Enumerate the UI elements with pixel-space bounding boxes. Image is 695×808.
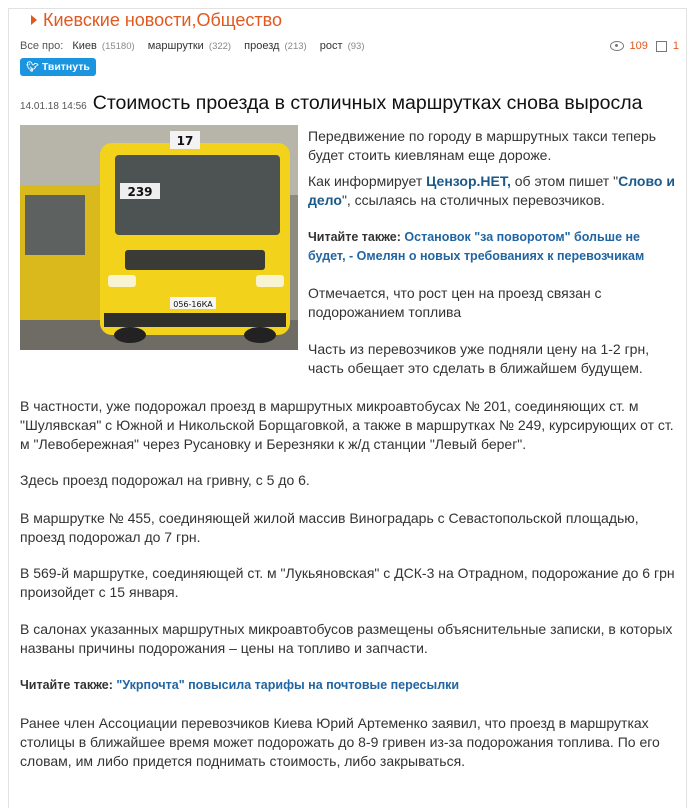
article-paragraph-5: В частности, уже подорожал проезд в маршрутных микроавтобусах № 201, соединяющих ст. м "Шулявская" с Южной и Никольской Борщаговкой, а также в маршрутках № 249, курсирующих от ст. м "Левобережная" через Русановку и Березняки к ж/д станции "Левый берег". xyxy=(20,398,674,452)
tweet-label: Твитнуть xyxy=(41,61,90,73)
article-paragraph-10: Ранее член Ассоциации перевозчиков Киева Юрий Артеменко заявил, что проезд в маршрутках столицы в ближайшее время может подорожать до 8-9 гривен из-за подорожания топлива. По его словам, им либо придется поднимать стоимость, либо закрываться. xyxy=(20,715,660,769)
read-also-1 xyxy=(308,228,678,266)
tag-proezd[interactable]: проезд (213) xyxy=(244,40,307,52)
tag-kiev[interactable]: Киев (15180) xyxy=(72,40,135,52)
category-link[interactable]: Киевские новости xyxy=(43,9,192,30)
tag-marshrutki[interactable]: маршрутки (322) xyxy=(147,40,232,52)
source-link-slovo-i-delo[interactable]: Слово и дело xyxy=(308,173,675,208)
bus-plate: 056-16КА xyxy=(173,300,213,309)
article-photo xyxy=(20,125,298,350)
minibus-photo xyxy=(20,125,298,350)
article-paragraph-4: Часть из перевозчиков уже подняли цену на 1-2 грн, часть обещает это сделать в ближайшем будущем. xyxy=(308,341,650,376)
article-paragraph-9: В салонах указанных маршрутных микроавтобусов размещены объяснительные записки, в которых названы причины подорожания – цены на топливо и запчасти. xyxy=(20,621,673,656)
article-stats xyxy=(610,40,679,52)
tweet-button[interactable] xyxy=(20,58,96,76)
category-separator: , xyxy=(191,9,197,30)
tag-rost[interactable]: рост (93) xyxy=(319,40,365,52)
read-also-link-1[interactable]: Остановок "за поворотом" больше не будет, - Омелян о новых требованиях к перевозчикам xyxy=(308,230,645,263)
article-title: Стоимость проезда в столичных маршрутках снова выросла xyxy=(92,92,643,114)
comment-icon xyxy=(656,41,667,52)
twitter-bird-icon: 🐦︎ xyxy=(26,61,39,73)
read-also-label-2: Читайте также: xyxy=(20,678,113,692)
article-paragraph-6: Здесь проезд подорожал на гривну, с 5 до 6. xyxy=(20,472,310,488)
bus-side-number: 17 xyxy=(176,134,194,148)
eye-icon xyxy=(610,41,624,51)
article-date: 14.01.18 14:56 xyxy=(20,101,87,112)
tags-row xyxy=(20,40,375,52)
arrow-right-icon xyxy=(31,15,37,25)
bus-route-number: 239 xyxy=(127,185,153,199)
views-count: 109 xyxy=(629,40,648,52)
article-paragraph-1: Передвижение по городу в маршрутных такси теперь будет стоить киевлянам еще дороже. xyxy=(308,128,657,163)
article-paragraph-8: В 569-й маршрутке, соединяющей ст. м "Лукьяновская" с ДСК-3 на Отрадном, подорожание до 6 грн произойдет с 15 января. xyxy=(20,565,675,600)
article-paragraph-3: Отмечается, что рост цен на проезд связан с подорожанием топлива xyxy=(308,285,602,320)
read-also-label: Читайте также: xyxy=(308,230,401,244)
article-paragraph-2: Как информирует Цензор.НЕТ, об этом пишет "Слово и дело", ссылаясь на столичных перевозчиков. xyxy=(308,173,675,208)
tags-label: Все про: xyxy=(20,40,64,52)
subcategory-link[interactable]: Общество xyxy=(196,9,283,30)
read-also-link-2[interactable]: "Укрпочта" повысила тарифы на почтовые пересылки xyxy=(116,678,460,692)
read-also-2 xyxy=(20,676,680,695)
comments-count[interactable]: 1 xyxy=(672,40,679,52)
section-header xyxy=(31,9,282,31)
source-link-censor[interactable]: Цензор.НЕТ, xyxy=(426,173,511,189)
article-paragraph-7: В маршрутке № 455, соединяющей жилой массив Виноградарь с Севастопольской площадью, проезд подорожал до 7 грн. xyxy=(20,510,639,545)
article-headline xyxy=(20,92,681,115)
